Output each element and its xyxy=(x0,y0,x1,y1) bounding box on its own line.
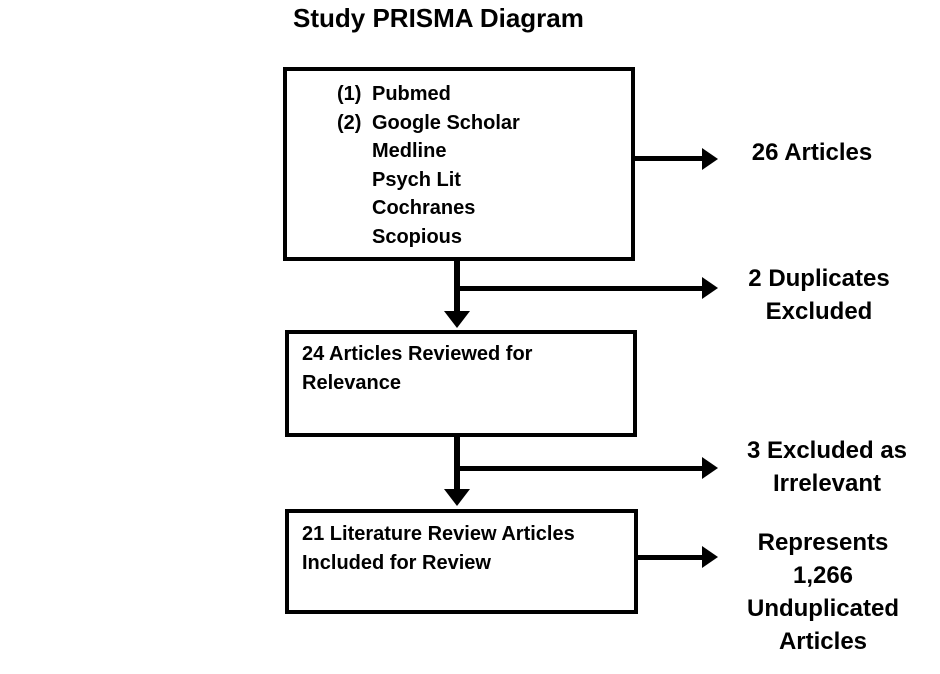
excluded-irrelevant-label xyxy=(718,434,936,500)
box-text-line: Relevance xyxy=(302,371,401,394)
label-line: Irrelevant xyxy=(772,470,882,497)
label-line: Unduplicated xyxy=(746,595,899,622)
source-marker xyxy=(337,166,372,195)
source-label: Psych Lit xyxy=(372,168,461,191)
box-text-line: 21 Literature Review Articles xyxy=(302,523,575,545)
branch-irrelevant-shaft xyxy=(454,466,702,471)
label-line: 3 Excluded as xyxy=(746,437,908,464)
box-text-line: 24 Articles Reviewed for xyxy=(302,343,533,365)
arrow-included-to-total-shaft xyxy=(637,555,702,560)
source-row xyxy=(337,109,625,138)
diagram-title: Study PRISMA Diagram xyxy=(293,3,584,33)
source-row xyxy=(337,166,625,195)
source-marker: (2) xyxy=(337,111,362,134)
arrowhead-right-icon xyxy=(702,457,718,479)
source-marker xyxy=(337,194,372,223)
label-line: Excluded xyxy=(765,298,873,325)
reviewed-box xyxy=(285,330,637,437)
arrowhead-down-icon xyxy=(444,489,470,506)
stem-reviewed-to-included xyxy=(454,435,460,490)
included-box xyxy=(285,509,638,614)
label-line: 2 Duplicates xyxy=(748,265,890,292)
source-row xyxy=(337,137,625,166)
box-text-line: Included for Review xyxy=(302,551,491,574)
source-label: Scopious xyxy=(372,225,463,248)
source-label: Cochranes xyxy=(372,197,476,219)
source-row xyxy=(337,223,625,252)
label-line: 1,266 xyxy=(792,562,854,589)
branch-duplicates-shaft xyxy=(454,286,702,291)
arrowhead-right-icon xyxy=(702,546,718,568)
label-line: Represents xyxy=(757,529,889,556)
label-line: 26 Articles xyxy=(751,139,873,166)
source-marker: (1) xyxy=(337,83,362,105)
source-label: Medline xyxy=(372,140,447,162)
unduplicated-total-label xyxy=(718,526,928,658)
duplicates-excluded-label xyxy=(713,262,925,328)
source-marker xyxy=(337,223,372,252)
source-row xyxy=(337,194,625,223)
label-line: Articles xyxy=(778,628,868,655)
source-row xyxy=(337,80,625,109)
arrowhead-down-icon xyxy=(444,311,470,328)
articles-found-label xyxy=(712,136,912,169)
source-label: Google Scholar xyxy=(372,111,520,134)
source-marker xyxy=(337,137,372,166)
sources-box xyxy=(283,67,635,261)
arrow-sources-to-articles-shaft xyxy=(633,156,702,161)
source-label: Pubmed xyxy=(372,83,451,105)
